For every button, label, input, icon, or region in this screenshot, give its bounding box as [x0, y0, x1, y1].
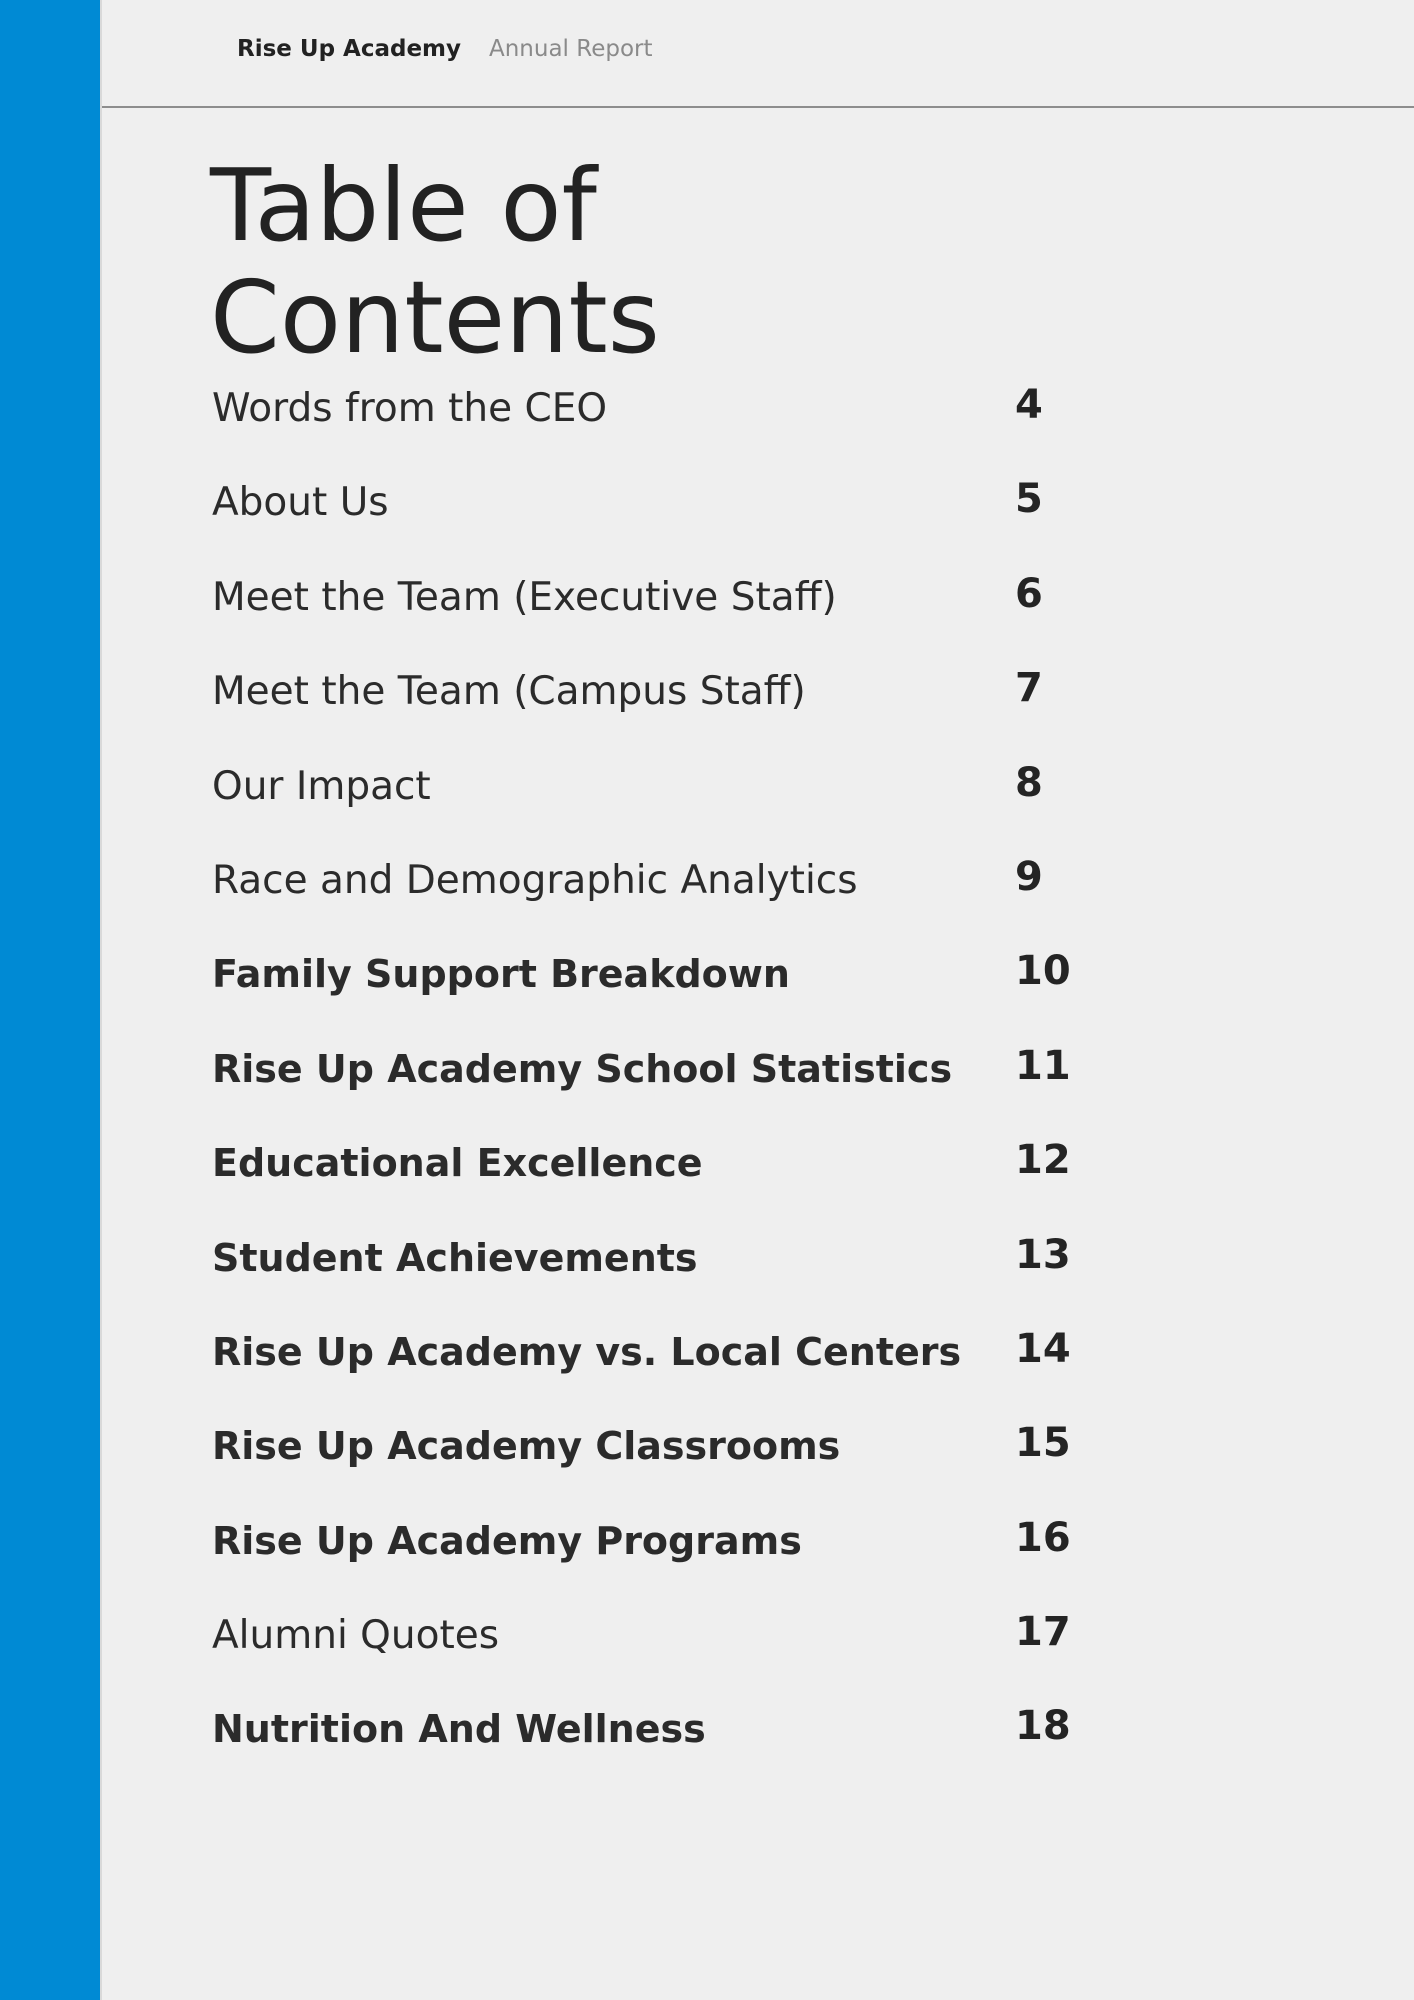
toc-entry-title: Our Impact [212, 763, 431, 809]
toc-entry[interactable] [212, 946, 1112, 1040]
toc-entry-title: Student Achievements [212, 1235, 698, 1280]
toc-entry-title: Nutrition And Wellness [212, 1707, 706, 1752]
toc-entry[interactable] [212, 1324, 1112, 1418]
page-title: Table of Contents [210, 147, 660, 376]
toc-entry[interactable] [212, 1513, 1112, 1607]
toc-entry-title: Rise Up Academy School Statistics [212, 1046, 953, 1091]
toc-entry[interactable] [212, 1418, 1112, 1512]
toc-page-number: 8 [1015, 759, 1043, 806]
toc-page-number: 13 [1015, 1231, 1071, 1278]
left-accent-bar [0, 0, 100, 2000]
toc-entry[interactable] [212, 758, 1112, 852]
toc-entry[interactable] [212, 380, 1112, 474]
toc-entry[interactable] [212, 1701, 1112, 1795]
toc-entry-title: Meet the Team (Executive Staff) [212, 574, 837, 620]
toc-entry[interactable] [212, 1041, 1112, 1135]
toc-page-number: 16 [1015, 1514, 1071, 1561]
header-brand: Rise Up Academy [237, 36, 462, 62]
toc-entry-title: Family Support Breakdown [212, 952, 790, 997]
toc-entry-title: Meet the Team (Campus Staff) [212, 669, 806, 715]
toc-page-number: 17 [1015, 1609, 1071, 1656]
toc-entry[interactable] [212, 1230, 1112, 1324]
toc-page-number: 12 [1015, 1137, 1071, 1184]
toc-page-number: 6 [1015, 570, 1043, 617]
accent-bar-edge [100, 0, 102, 2000]
toc-entry-title: About Us [212, 480, 389, 526]
header-divider [102, 106, 1414, 108]
toc-entry[interactable] [212, 1607, 1112, 1701]
toc-page-number: 15 [1015, 1420, 1071, 1467]
toc-page-number: 7 [1015, 665, 1043, 712]
toc-page-number: 9 [1015, 853, 1043, 900]
toc-page-number: 18 [1015, 1703, 1071, 1750]
toc-entry-title: Rise Up Academy vs. Local Centers [212, 1329, 962, 1374]
toc-entry[interactable] [212, 474, 1112, 568]
toc-entry[interactable] [212, 1135, 1112, 1229]
toc-entry[interactable] [212, 663, 1112, 757]
toc-page-number: 14 [1015, 1325, 1071, 1372]
toc-entry-title: Words from the CEO [212, 386, 608, 431]
toc-page-number: 4 [1015, 382, 1043, 428]
toc-entry-title: Rise Up Academy Programs [212, 1518, 802, 1563]
toc-entry-title: Rise Up Academy Classrooms [212, 1424, 841, 1469]
toc-page-number: 5 [1015, 476, 1043, 523]
toc-page-number: 10 [1015, 948, 1071, 995]
toc-page-number: 11 [1015, 1042, 1071, 1089]
toc-entry-title: Educational Excellence [212, 1141, 703, 1186]
toc-entry[interactable] [212, 852, 1112, 946]
table-of-contents [212, 380, 1112, 1796]
toc-entry-title: Race and Demographic Analytics [212, 857, 858, 903]
header-subtitle: Annual Report [489, 36, 653, 62]
page-header [102, 0, 1414, 106]
toc-entry[interactable] [212, 569, 1112, 663]
toc-entry-title: Alumni Quotes [212, 1613, 500, 1659]
